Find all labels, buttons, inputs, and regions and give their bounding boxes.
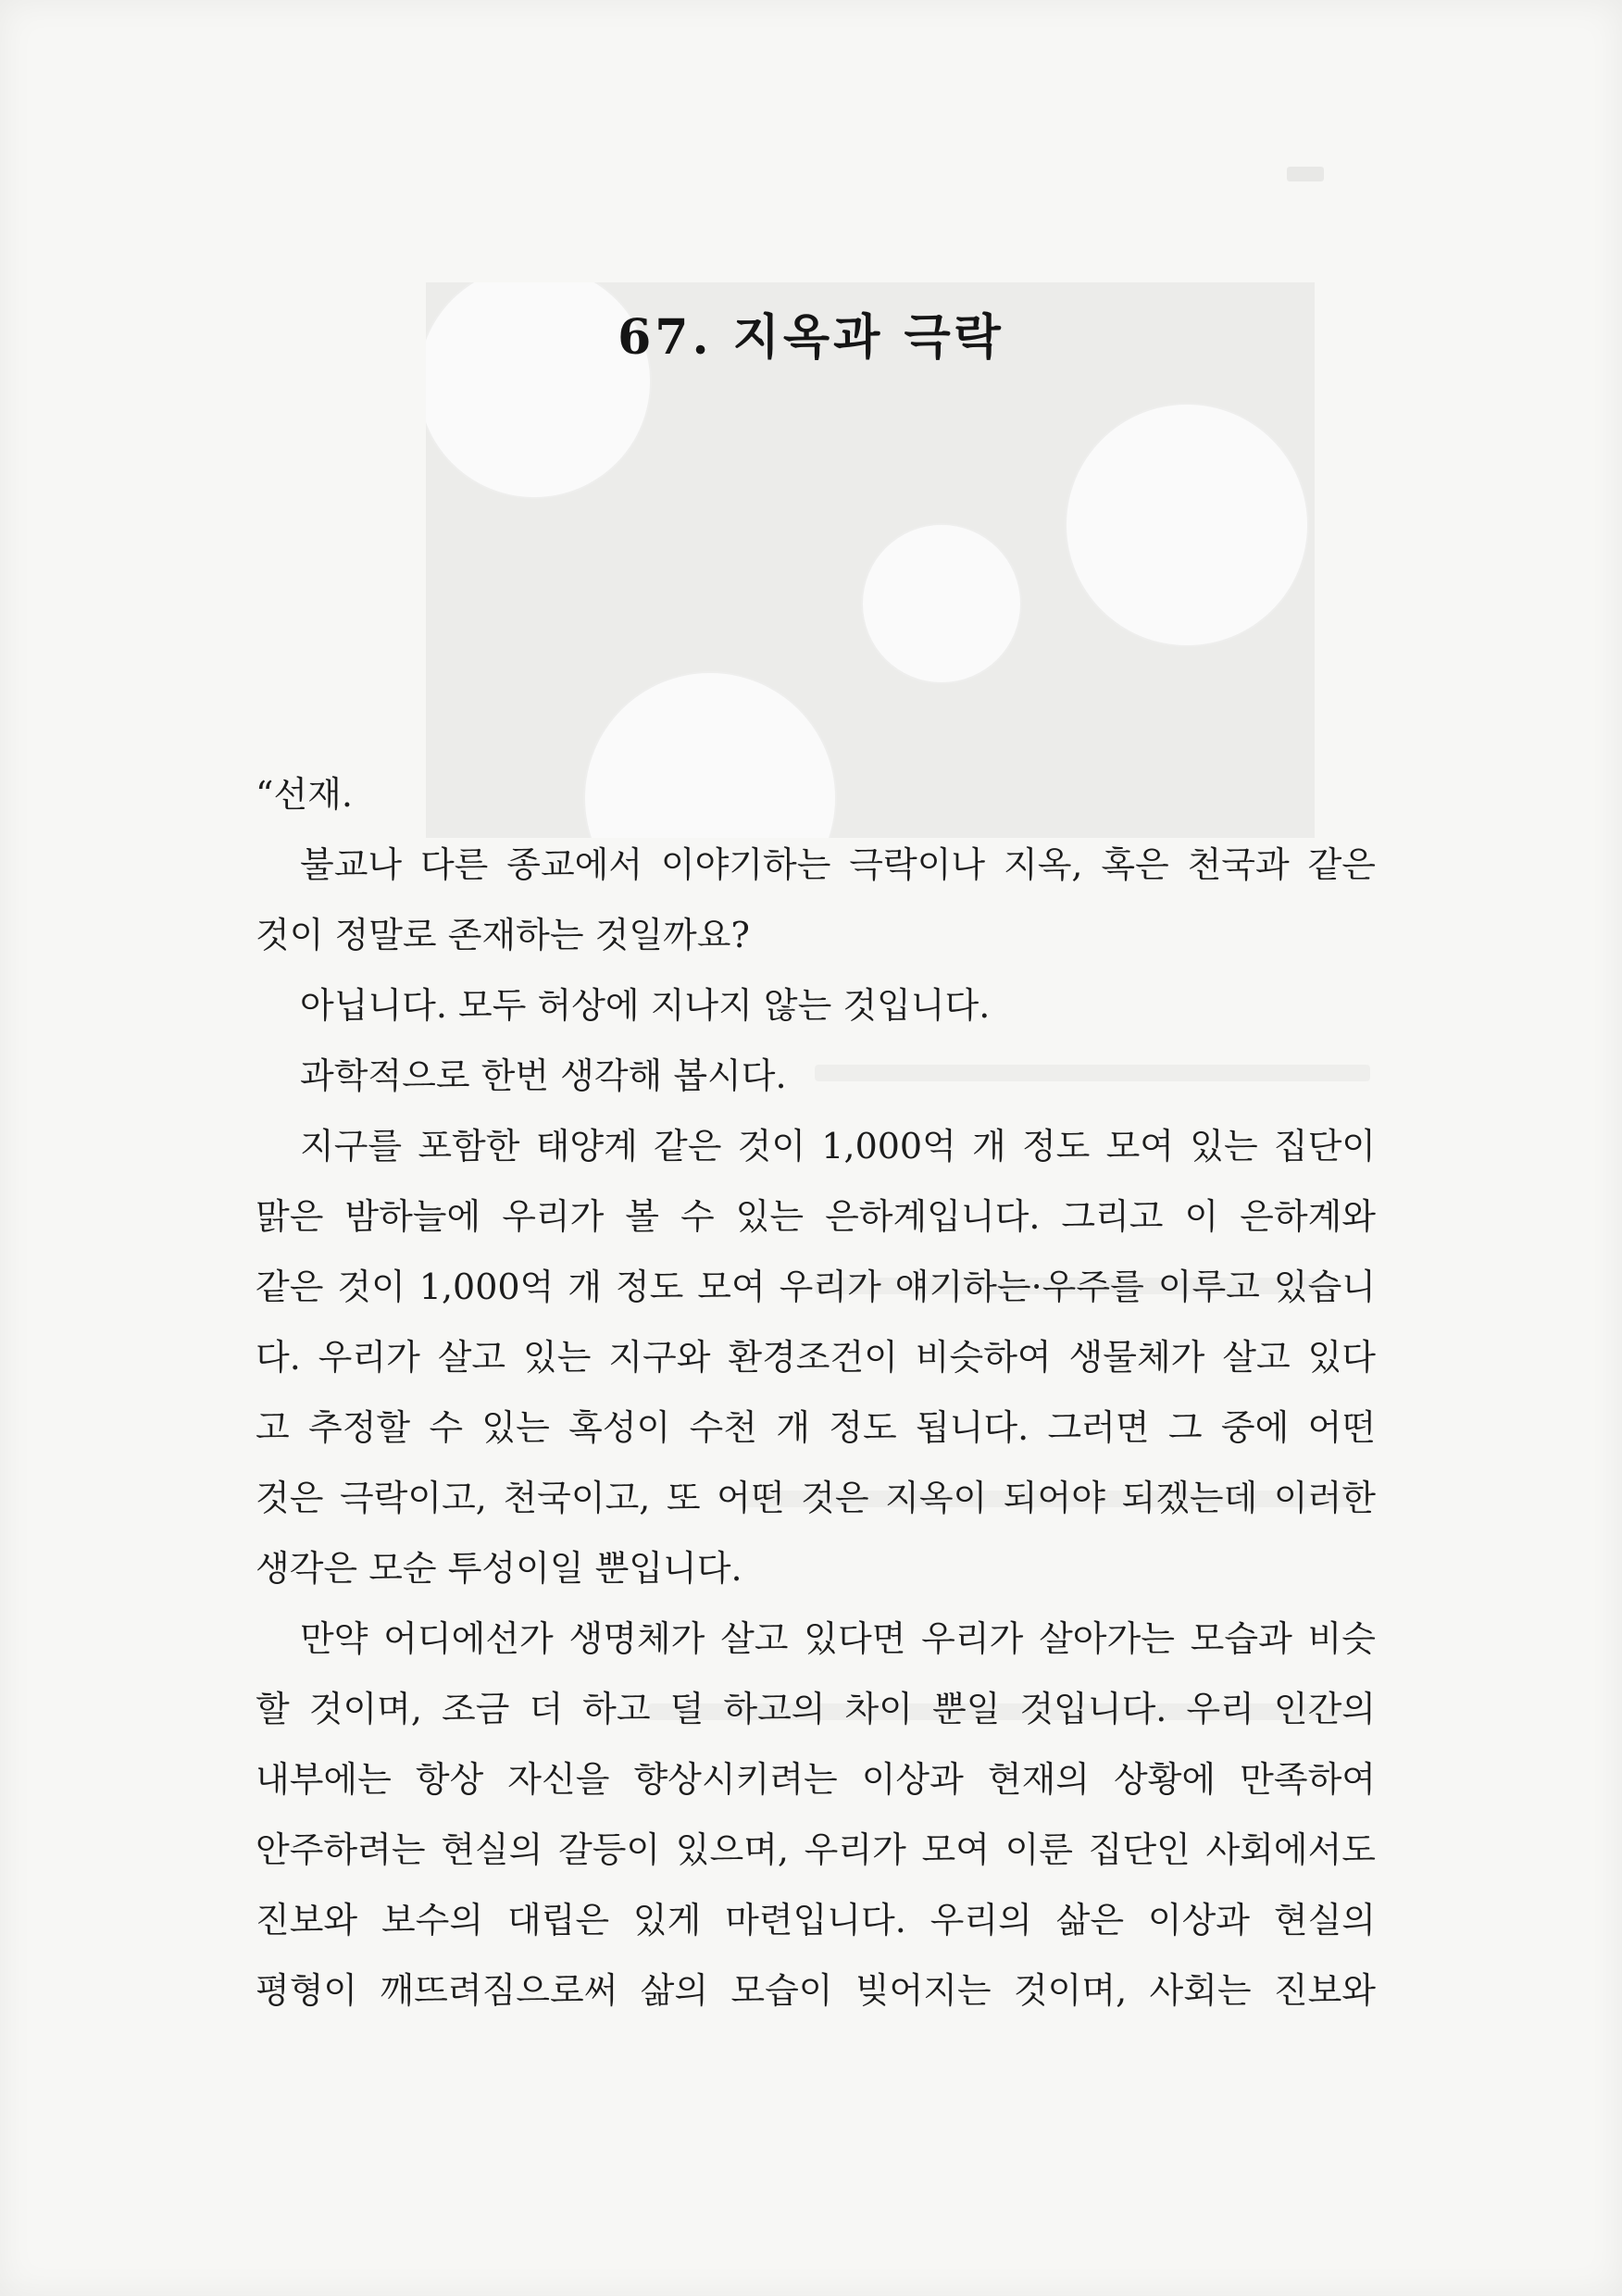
text-line: 평형이 깨뜨려짐으로써 삶의 모습이 빚어지는 것이며, 사회는 진보와	[256, 1970, 1376, 2011]
text-line: 할 것이며, 조금 더 하고 덜 하고의 차이 뿐일 것입니다. 우리 인간의	[256, 1689, 1376, 1729]
text-line: 같은 것이 1,000억 개 정도 모여 우리가 얘기하는·우주를 이루고 있습니	[256, 1267, 1376, 1307]
bleed-through-page-number	[1287, 167, 1324, 181]
text-line: 불교나 다른 종교에서 이야기하는 극락이나 지옥, 혹은 천국과 같은	[300, 844, 1376, 885]
text-line: 것이 정말로 존재하는 것일까요?	[256, 915, 750, 955]
text-line: “선재.	[256, 774, 353, 815]
text-line: 내부에는 항상 자신을 향상시키려는 이상과 현재의 상황에 만족하여	[256, 1759, 1376, 1800]
text-line: 것은 극락이고, 천국이고, 또 어떤 것은 지옥이 되어야 되겠는데 이러한	[256, 1478, 1376, 1518]
text-line: 생각은 모순 투성이일 뿐입니다.	[256, 1548, 742, 1589]
text-line: 지구를 포함한 태양계 같은 것이 1,000억 개 정도 모여 있는 집단이	[300, 1126, 1376, 1167]
text-line: 고 추정할 수 있는 혹성이 수천 개 정도 됩니다. 그러면 그 중에 어떤	[256, 1407, 1376, 1448]
body-text	[256, 759, 1376, 2026]
text-line: 진보와 보수의 대립은 있게 마련입니다. 우리의 삶은 이상과 현실의	[256, 1900, 1376, 1940]
text-line: 다. 우리가 살고 있는 지구와 환경조건이 비슷하여 생물체가 살고 있다	[256, 1337, 1376, 1378]
text-line: 만약 어디에선가 생명체가 살고 있다면 우리가 살아가는 모습과 비슷	[300, 1618, 1376, 1659]
text-line: 안주하려는 현실의 갈등이 있으며, 우리가 모여 이룬 집단인 사회에서도	[256, 1829, 1376, 1870]
text-line: 맑은 밤하늘에 우리가 볼 수 있는 은하계입니다. 그리고 이 은하계와	[256, 1196, 1376, 1237]
chapter-title: 67. 지옥과 극락	[618, 309, 1004, 366]
bleed-through-circle	[1065, 403, 1309, 647]
text-line: 과학적으로 한번 생각해 봅시다.	[300, 1055, 787, 1096]
bleed-through-circle	[861, 523, 1022, 684]
text-line: 아닙니다. 모두 허상에 지나지 않는 것입니다.	[300, 985, 991, 1026]
